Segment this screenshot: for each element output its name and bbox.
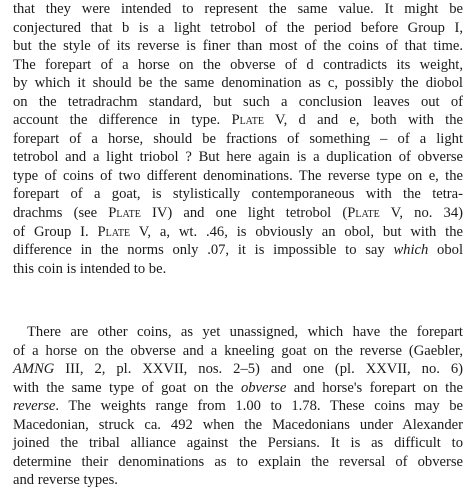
- text-line: [13, 379, 463, 398]
- text-run: IV) and one light tetrobol (: [140, 205, 348, 222]
- text-run: and horse's forepart on the: [286, 379, 464, 396]
- text-run: V, d and e, both with the: [264, 112, 464, 129]
- text-run: on the tetradrachm standard, but such a conclusion leaves out of: [13, 93, 463, 110]
- text-line: [13, 342, 463, 361]
- text-line: [13, 148, 463, 167]
- italic-term: obverse: [240, 379, 287, 396]
- text-line: [13, 360, 463, 379]
- text-line: [13, 260, 463, 279]
- text-line: [13, 241, 463, 260]
- text-line: [13, 204, 463, 223]
- plate-reference: Plate: [108, 205, 141, 222]
- text-line: [13, 37, 463, 56]
- italic-term: which: [393, 242, 429, 259]
- text-run: but the style of its reverse is finer than most of the coins of that time.: [13, 38, 463, 55]
- text-run: The forepart of a horse on the obverse of d contradicts its weight,: [13, 56, 463, 73]
- text-run: conjectured that b is a light tetrobol of the period before Group I,: [13, 19, 463, 36]
- text-line: [13, 74, 463, 93]
- text-run: Macedonian, struck ca. 492 when the Macedonians under Alexander: [13, 416, 463, 433]
- text-run: tetrobol and a light triobol ? But here again is a duplication of obverse: [13, 149, 463, 166]
- text-run: this coin is intended to be.: [13, 260, 167, 277]
- paragraph-2: [13, 323, 463, 490]
- text-run: of Group I.: [13, 223, 98, 240]
- text-line: [13, 130, 463, 149]
- text-line: [13, 19, 463, 38]
- text-run: account the difference in type.: [13, 112, 232, 129]
- text-line: [13, 434, 463, 453]
- text-run: with the same type of goat on the: [13, 379, 241, 396]
- text-line: [13, 223, 463, 242]
- text-run: by which it should be the same denomination as c, possibly the diobol: [13, 75, 463, 92]
- text-run: forepart of a goat, is stylistically contemporaneous with the tetra-: [13, 186, 463, 203]
- text-line: [13, 323, 463, 342]
- text-run: III, 2, pl. XXVII, nos. 2–5) and one (pl. XXVII, no. 6): [54, 361, 463, 378]
- plate-reference: Plate: [97, 223, 131, 240]
- text-run: V, no. 34): [379, 205, 464, 222]
- plate-reference: Plate: [231, 112, 265, 129]
- text-run: forepart of a horse, should be fractions of something – of a light: [13, 130, 463, 147]
- text-line: [13, 0, 463, 19]
- text-run: type of coins of two different denominations. The reverse type on e, the: [13, 167, 463, 184]
- italic-term: reverse: [13, 398, 56, 415]
- text-line: [13, 185, 463, 204]
- text-run: that they were intended to represent the same value. It might be: [13, 1, 463, 17]
- text-line: [13, 111, 463, 130]
- text-run: V, a, wt. .46, is obviously an obol, but with the: [130, 223, 463, 240]
- text-line: [13, 416, 463, 435]
- text-line: [13, 56, 463, 75]
- text-line: [13, 93, 463, 112]
- text-run: of a horse on the obverse and a kneeling goat on the reverse (Gaebler,: [13, 342, 463, 359]
- text-run: There are other coins, as yet unassigned, which have the forepart: [27, 324, 463, 340]
- text-run: difference in the norms only .07, it is impossible to say: [13, 242, 394, 259]
- plate-reference: Plate: [347, 205, 380, 222]
- text-line: [13, 471, 463, 490]
- text-line: [13, 167, 463, 186]
- text-run: determine their denominations as to explain the reversal of obverse: [13, 453, 463, 470]
- text-run: and reverse types.: [13, 472, 118, 489]
- text-run: obol: [428, 242, 463, 259]
- text-run: drachms (see: [13, 205, 109, 222]
- text-line: [13, 397, 463, 416]
- italic-term: AMNG: [13, 361, 55, 378]
- text-run: . The weights range from 1.00 to 1.78. These coins may be: [55, 398, 463, 415]
- text-line: [13, 453, 463, 472]
- text-run: joined the tribal alliance against the Persians. It is as difficult to: [13, 435, 463, 452]
- paragraph-1: [13, 0, 463, 278]
